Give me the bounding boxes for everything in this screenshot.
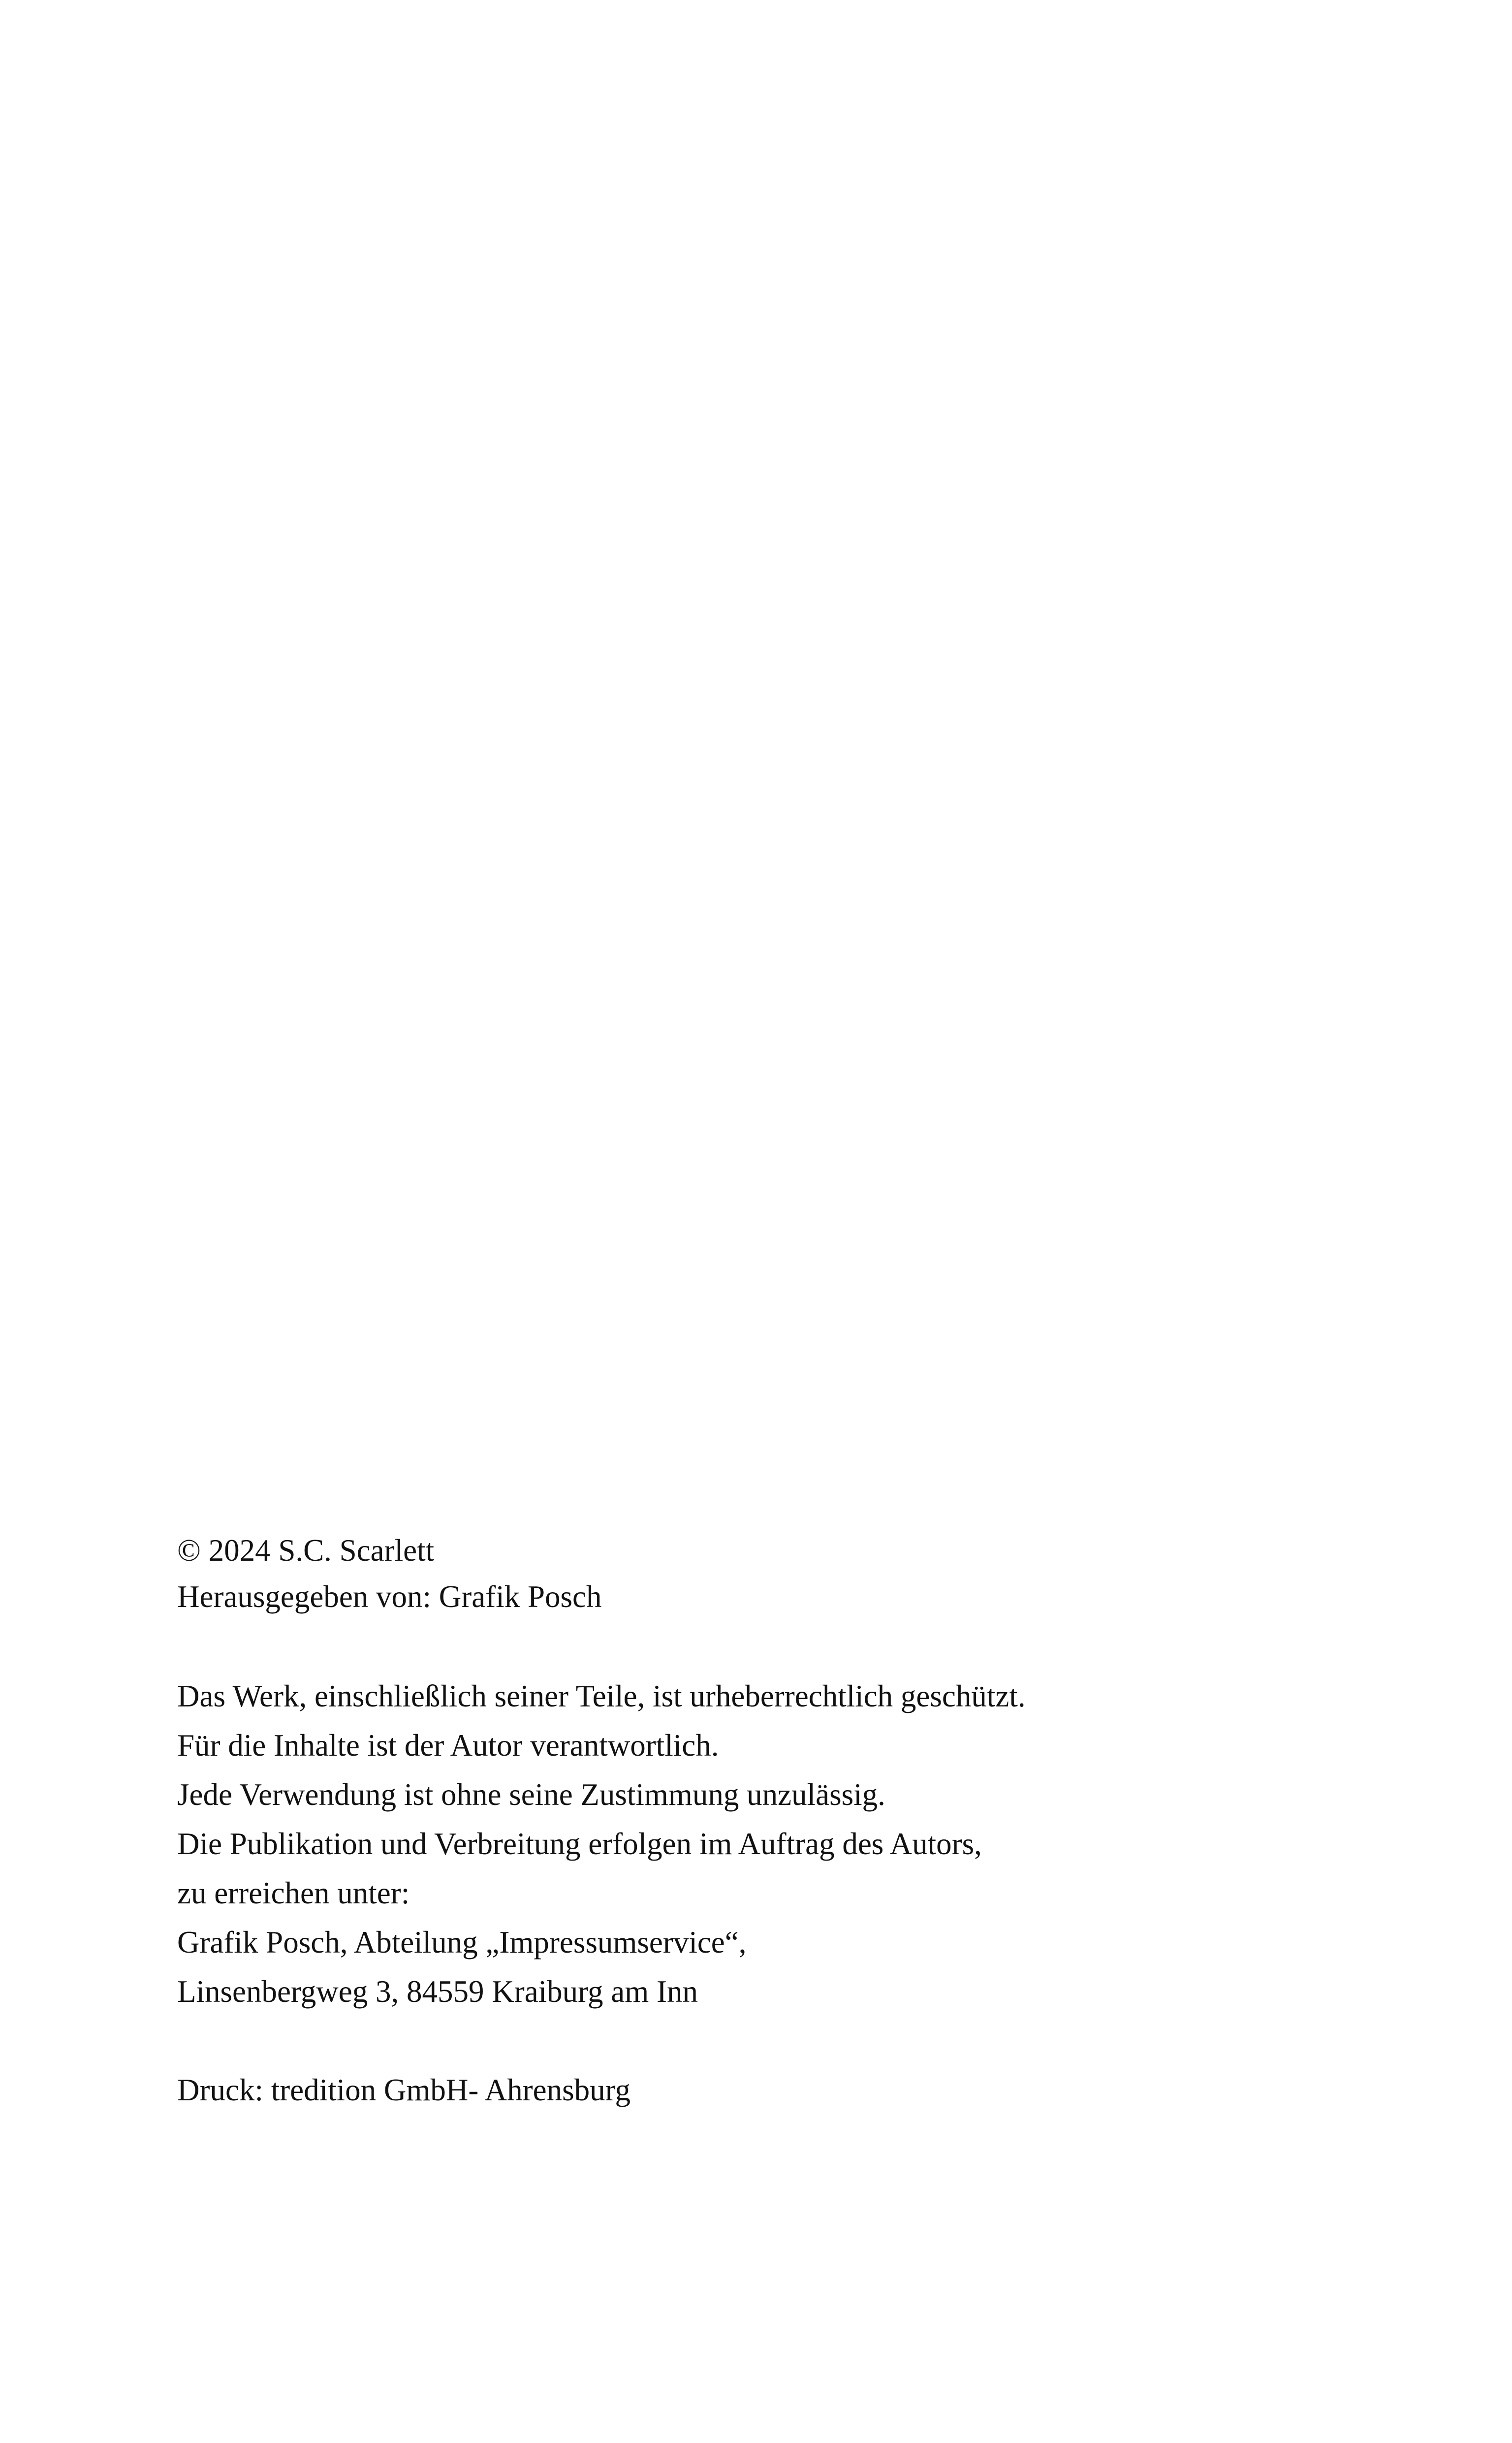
rights-line: Für die Inhalte ist der Autor verantwortlich. [177,1728,719,1763]
publisher-line: Herausgegeben von: Grafik Posch [177,1579,602,1614]
address-line: Grafik Posch, Abteilung „Impressumservice“, [177,1925,747,1960]
rights-line: Die Publikation und Verbreitung erfolgen im Auftrag des Autors, [177,1827,982,1861]
rights-line: Das Werk, einschließlich seiner Teile, ist urheberrechtlich geschützt. [177,1679,1026,1713]
print-line: Druck: tredition GmbH- Ahrensburg [177,2073,630,2107]
address-line: Linsenbergweg 3, 84559 Kraiburg am Inn [177,1974,698,2009]
rights-line: zu erreichen unter: [177,1876,410,1910]
rights-line: Jede Verwendung ist ohne seine Zustimmung unzulässig. [177,1777,885,1812]
copyright-line: © 2024 S.C. Scarlett [177,1533,435,1568]
